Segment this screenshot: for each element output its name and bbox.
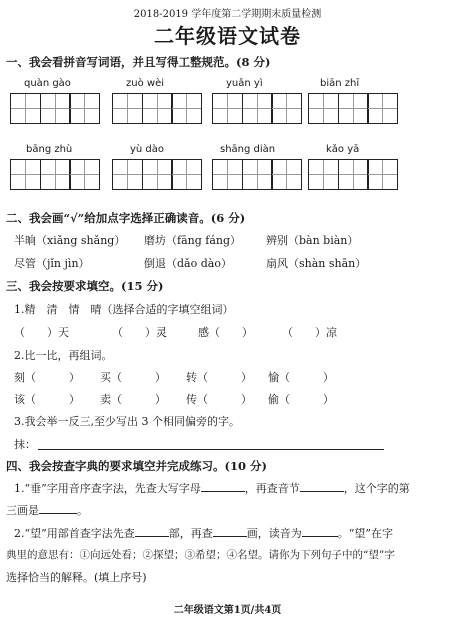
reading-choice[interactable]: 半晌（xiǎng shǎng）	[14, 234, 126, 247]
question-text: 2.“望”用部首查字法先查	[14, 527, 135, 540]
pinyin-label: shāng diàn	[220, 144, 276, 155]
fill-blank[interactable]: （ ）天	[14, 326, 69, 339]
fill-blank[interactable]: 愉（ ）	[268, 371, 334, 384]
fill-blank[interactable]: 该（ ）	[14, 393, 80, 406]
fill-blank[interactable]: （ ）凉	[282, 326, 337, 339]
pinyin-label: yuǎn yì	[226, 78, 263, 89]
answer-line[interactable]	[38, 448, 384, 450]
question-text: 3.我会举一反三,至少写出 3 个相同偏旁的字。	[14, 415, 240, 428]
fill-blank[interactable]: 转（ ）	[186, 371, 252, 384]
answer-blank[interactable]	[135, 526, 169, 537]
fill-blank[interactable]: 刻（ ）	[14, 371, 80, 384]
pinyin-label: kǎo yā	[326, 144, 360, 155]
answer-label: 抹：	[14, 438, 36, 451]
question-text: ，再查音节	[244, 482, 300, 495]
question-text: ，这个字的第	[343, 482, 410, 495]
reading-choice[interactable]: 扇风（shàn shān）	[266, 257, 367, 270]
pinyin-label: yù dào	[130, 144, 165, 155]
writing-grid[interactable]	[308, 159, 397, 190]
answer-blank[interactable]	[300, 481, 344, 492]
fill-blank[interactable]: 偷（ ）	[268, 393, 334, 406]
question-text: 。“望”在字	[337, 527, 393, 540]
question-text: 1.“垂”字用音序查字法，先查大写字母	[14, 482, 201, 495]
pinyin-label: bāng zhù	[26, 144, 73, 155]
page-title: 二年级语文试卷	[154, 24, 301, 48]
exam-header: 2018-2019 学年度第二学期期末质量检测	[133, 9, 322, 20]
section-1-heading: 一、我会看拼音写词语，并且写得工整规范。(8 分)	[6, 55, 271, 69]
writing-grid[interactable]	[10, 159, 99, 190]
writing-grid[interactable]	[212, 93, 301, 124]
fill-blank[interactable]: 买（ ）	[100, 371, 166, 384]
section-2-heading: 二、我会画“√”给加点字选择正确读音。(6 分)	[6, 211, 246, 225]
question-text: 三画是	[6, 504, 39, 517]
question-text: 。	[77, 504, 88, 517]
pinyin-label: zuò wèi	[126, 78, 164, 89]
fill-blank[interactable]: 传（ ）	[186, 393, 252, 406]
question-line	[6, 502, 88, 518]
fill-blank[interactable]: 卖（ ）	[100, 393, 166, 406]
reading-choice[interactable]: 磨坊（fāng fáng）	[144, 234, 242, 247]
writing-grid[interactable]	[112, 93, 201, 124]
answer-blank[interactable]	[39, 503, 77, 514]
reading-choice[interactable]: 辨别（bàn biàn）	[266, 234, 359, 247]
fill-blank[interactable]: 感（ ）	[198, 326, 253, 339]
pinyin-label: quàn gào	[24, 78, 71, 89]
question-text: 1.精 清 情 晴（选择合适的字填空组词）	[14, 303, 234, 316]
question-text: 2.比一比，再组词。	[14, 349, 113, 362]
section-4-heading: 四、我会按查字典的要求填空并完成练习。(10 分)	[6, 459, 267, 473]
question-line	[14, 525, 393, 541]
answer-blank[interactable]	[302, 526, 338, 537]
question-text: 画，读音为	[246, 527, 302, 540]
writing-grid[interactable]	[212, 159, 301, 190]
pinyin-label: biān zhī	[320, 78, 360, 89]
reading-choice[interactable]: 倒退（dǎo dào）	[144, 257, 232, 270]
question-line	[14, 480, 410, 496]
page-footer: 二年级语文第1页/共4页	[173, 605, 282, 616]
question-text: 部，再查	[168, 527, 213, 540]
reading-choice[interactable]: 尽管（jǐn jìn）	[14, 257, 90, 270]
question-text: 典里的意思有：①向远处看；②探望；③希望；④名望。请你为下列句子中的“望”字	[6, 549, 395, 561]
writing-grid[interactable]	[112, 159, 201, 190]
question-text: 选择恰当的解释。(填上序号)	[6, 571, 147, 584]
answer-blank[interactable]	[201, 481, 245, 492]
fill-blank[interactable]: （ ）灵	[112, 326, 167, 339]
section-3-heading: 三、我会按要求填空。(15 分)	[6, 279, 164, 293]
answer-blank[interactable]	[213, 526, 247, 537]
writing-grid[interactable]	[10, 93, 99, 124]
writing-grid[interactable]	[308, 93, 397, 124]
